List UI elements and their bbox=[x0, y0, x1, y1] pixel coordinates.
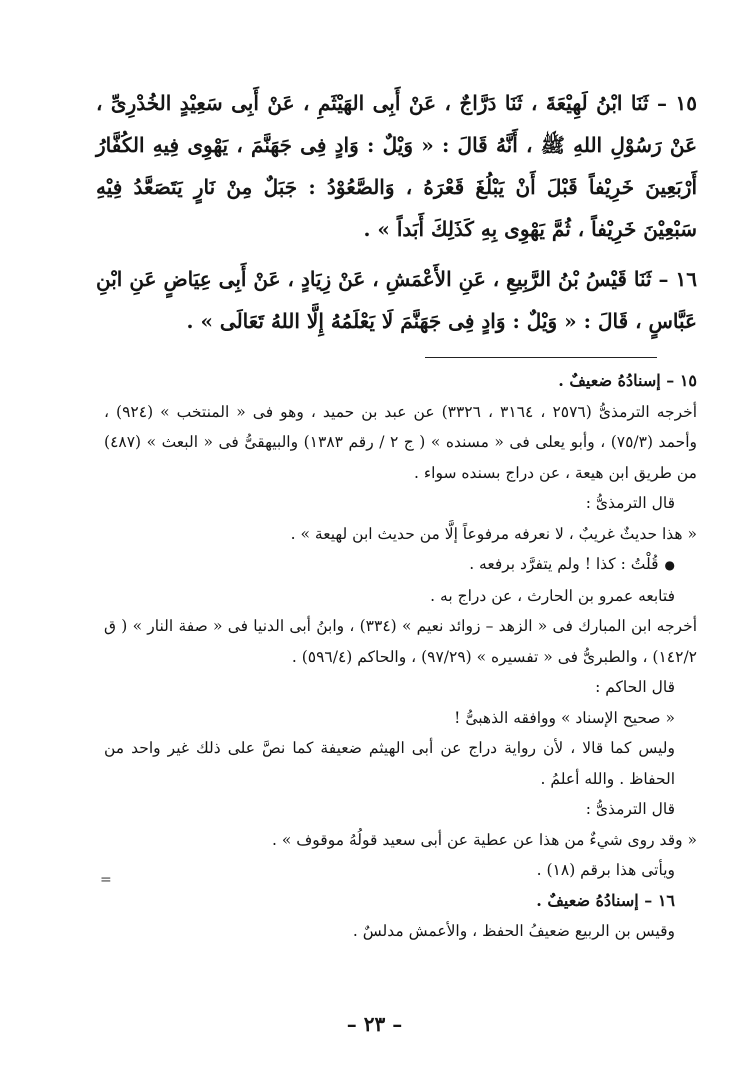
note-15-takhrij: أخرجه الترمذىُّ (٢٥٧٦ ، ٣١٦٤ ، ٣٣٢٦) عن عبد بن حميد ، وهو فى « المنتخب » (٩٢٤) ، وأحمد (٧٥/٣) ، وأبو يعلى فى « مسنده » ( ج ٢ / رقم ١٣٨٣) والبيهقىُّ فى « البعث » (٤٨٧) من طريق ابن هيعة ، عن دراج بسنده سواء . bbox=[104, 402, 698, 482]
note-15-tirmidhi-quote: « هذا حديثٌ غريبٌ ، لا نعرفه مرفوعاً إلَّا من حديث ابن لهيعة » . bbox=[290, 524, 697, 543]
note-15-comment: ● قُلْتُ : كذا ! ولم يتفرَّد برفعه . bbox=[104, 549, 697, 581]
note-15-critique: وليس كما قالا ، لأن رواية دراج عن أبى الهيثم ضعيفة كما نصَّ على ذلك غير واحد من الحفاظ . والله أعلمُ . bbox=[104, 739, 675, 788]
hadith-16: ١٦ – ثَنَا قَيْسُ بْنُ الرَّبِيعِ ، عَنِ الأَعْمَشِ ، عَنْ زِيَادٍ ، عَنْ أَبِى عِيَاضٍ عَنِ ابْنِ عَبَّاسٍ ، قَالَ : « وَيْلٌ : وَادٍ فِى جَهَنَّمَ لَا يَعْلَمُهُ إِلَّا اللهُ تَعَالَى » . bbox=[96, 267, 697, 333]
hadith-15 bbox=[96, 82, 697, 250]
note-15-takhrij-2: أخرجه ابن المبارك فى « الزهد – زوائد نعيم » (٣٣٤) ، وابنُ أبى الدنيا فى « صفة النار » ( ق ١٤٢/٢) ، والطبرىُّ فى « تفسيره » (٩٧/٢٩) ، والحاكم (٥٩٦/٤) . bbox=[104, 617, 697, 666]
note-15-crossref: ويأتى هذا برقم (١٨) . bbox=[536, 861, 675, 879]
note-15-mutaba: فتابعه عمرو بن الحارث ، عن دراج به . bbox=[430, 586, 675, 605]
hadith-section bbox=[96, 82, 697, 350]
note-15-hakim-label: قال الحاكم : bbox=[595, 678, 675, 696]
hadith-15-isnad: ١٥ – ثَنَا ابْنُ لَهِيْعَةَ ، ثَنَا دَرَّاجٌ ، عَنْ أَبِى الهَيْثَمِ ، عَنْ أَبِى سَعِيْدٍ الخُدْرِىِّ ، عَنْ رَسُوْلِ اللهِ ﷺ ، أَنَّهُ قَالَ : bbox=[96, 91, 697, 157]
hadith-15-matn: « وَيْلٌ : وَادٍ فِى جَهَنَّمَ ، يَهْوِى فِيهِ الكُفَّارُ أَرْبَعِينَ خَرِيْفاً قَبْلَ أَنْ يَبْلُغَ قَعْرَهُ ، وَالصَّعُوْدُ : جَبَلٌ مِنْ نَارٍ يَتَصَعَّدُ فِيْهِ سَبْعِيْنَ خَرِيْفاً ، ثُمَّ يَهْوِى بِهِ كَذَلِكَ أَبَداً » . bbox=[96, 133, 697, 241]
note-15-tirmidhi-quote-2: « وقد روى شيءٌ من هذا عن عطية عن أبى سعيد قولُهُ موقوف » . bbox=[271, 830, 697, 849]
page-number: – ٢٣ – bbox=[346, 1012, 403, 1036]
margin-mark: = bbox=[100, 872, 112, 888]
footnote-divider bbox=[425, 357, 657, 358]
note-15-tirmidhi-label: قال الترمذىُّ : bbox=[585, 494, 675, 512]
note-16-heading: ١٦ – إسنادُهُ ضعيفٌ . bbox=[536, 890, 675, 910]
footnotes bbox=[104, 366, 697, 947]
note-15-hakim-quote: « صحيح الإسناد » ووافقه الذهبىُّ ! bbox=[454, 708, 675, 727]
note-15-tirmidhi-label-2: قال الترمذىُّ : bbox=[585, 800, 675, 818]
note-16-comment: وقيس بن الربيع ضعيفُ الحفظ ، والأعمش مدلسٌ . bbox=[352, 922, 675, 940]
note-15-heading: ١٥ – إسنادُهُ ضعيفٌ . bbox=[558, 371, 697, 390]
